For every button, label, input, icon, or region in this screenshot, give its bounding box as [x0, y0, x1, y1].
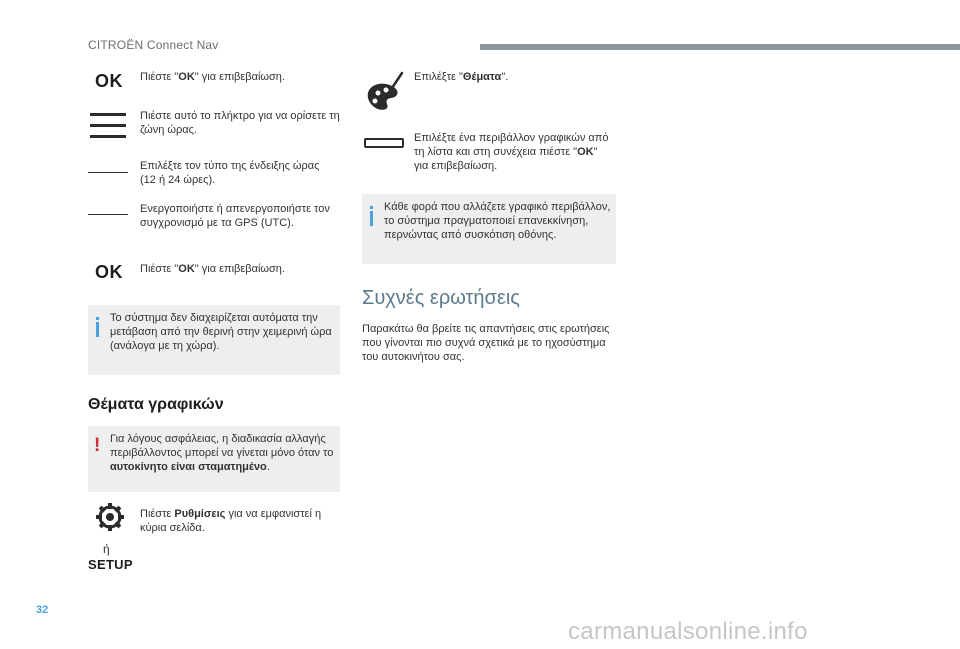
warning-note: [88, 426, 340, 492]
text-line: Πιέστε αυτό το πλήκτρο για να ορίσετε τη: [140, 110, 340, 122]
text-line: που γίνονται πιο συχνά σχετικά με το ηχοσύστημα: [362, 337, 606, 349]
text-pre: Πιέστε ": [140, 71, 179, 83]
text-end: .: [266, 461, 270, 473]
text-line: ζώνη ώρας.: [140, 124, 197, 136]
text-line: (12 ή 24 ώρες).: [140, 174, 216, 186]
text-bold: Ρυθμίσεις: [174, 508, 226, 520]
text-line: Ενεργοποιήστε ή απενεργοποιήστε τον: [140, 203, 330, 215]
text-bold: OK: [178, 71, 195, 83]
line-icon: [88, 172, 128, 173]
step-settings-text: [140, 507, 321, 535]
step-ok-confirm-text: [140, 262, 285, 276]
list-item-icon: [364, 138, 404, 148]
info-note: [362, 194, 616, 264]
text-post: " για επιβεβαίωση.: [194, 263, 285, 275]
text-line: Επιλέξτε τον τύπο της ένδειξης ώρας: [140, 160, 320, 172]
text-line: για επιβεβαίωση.: [414, 160, 498, 172]
step-themes-text: [414, 70, 508, 84]
text-line: [414, 145, 608, 159]
text-line: κύρια σελίδα.: [140, 522, 205, 534]
text-post: για να εμφανιστεί η: [225, 508, 322, 520]
watermark: carmanualsonline.info: [568, 618, 808, 645]
text-post: ".: [501, 71, 509, 83]
info-icon: [96, 317, 99, 320]
text-line: Κάθε φορά που αλλάζετε γραφικό περιβάλλον,: [384, 201, 611, 213]
ok-icon: OK: [95, 262, 123, 282]
text-line: συγχρονισμό με τα GPS (UTC).: [140, 217, 294, 229]
info-icon: [370, 206, 373, 209]
step-select-theme-text: [414, 131, 608, 173]
section-title: Θέματα γραφικών: [88, 396, 224, 413]
header-bar: [480, 44, 960, 50]
text-line: μετάβαση από την θερινή στην χειμερινή ώρα: [110, 326, 332, 338]
header-title: CITROËN Connect Nav: [88, 38, 219, 52]
text-pre: Πιέστε: [140, 508, 175, 520]
faq-title: Συχνές ερωτήσεις: [362, 287, 520, 309]
text-pre: Επιλέξτε ": [414, 71, 463, 83]
text-pre: Πιέστε ": [140, 263, 179, 275]
ok-icon: OK: [95, 71, 123, 91]
step-time-format-text: [140, 159, 319, 187]
palette-icon: [364, 70, 406, 112]
text-line: Παρακάτω θα βρείτε τις απαντήσεις στις ερωτήσεις: [362, 323, 610, 335]
text-bold: OK: [577, 146, 594, 158]
page-number: 32: [36, 604, 49, 616]
step-timezone-text: [140, 109, 340, 137]
text-line: Για λόγους ασφάλειας, η διαδικασία αλλαγής: [110, 433, 326, 445]
text-line: [110, 460, 336, 474]
text-post: " για επιβεβαίωση.: [194, 71, 285, 83]
or-text: ή: [103, 542, 110, 556]
line-icon: [88, 214, 128, 215]
step-gps-sync-text: [140, 202, 330, 230]
text-line: Το σύστημα δεν διαχειρίζεται αυτόματα την: [110, 312, 318, 324]
text-line: (ανάλογα με τη χώρα).: [110, 340, 220, 352]
text-line: [140, 507, 321, 521]
text-line: το σύστημα πραγματοποιεί επανεκκίνηση,: [384, 215, 589, 227]
text-pre: τη λίστα και στη συνέχεια πιέστε ": [414, 146, 578, 158]
text-bold: OK: [178, 263, 195, 275]
warning-icon: !: [94, 435, 101, 456]
info-note-text: [110, 311, 336, 353]
info-note-text: [384, 200, 612, 242]
info-bar: [96, 322, 99, 337]
text-line: περιβάλλοντος μπορεί να γίνεται μόνο όταν το: [110, 447, 334, 459]
info-bar: [370, 211, 373, 226]
menu-icon: [90, 113, 126, 139]
text-line: Επιλέξτε ένα περιβάλλον γραφικών από: [414, 132, 609, 144]
text-bold: αυτοκίνητο είναι σταματημένο: [110, 461, 267, 473]
gear-icon: [95, 502, 125, 532]
setup-label: SETUP: [88, 557, 133, 572]
text-line: του αυτοκινήτου σας.: [362, 351, 465, 363]
text-post: ": [593, 146, 598, 158]
warning-note-text: [110, 432, 336, 474]
text-bold: Θέματα: [462, 71, 502, 83]
faq-text: [362, 322, 622, 364]
step-ok-confirm-text: [140, 70, 285, 84]
text-line: περνώντας από συσκότιση οθόνης.: [384, 229, 557, 241]
info-note: [88, 305, 340, 375]
